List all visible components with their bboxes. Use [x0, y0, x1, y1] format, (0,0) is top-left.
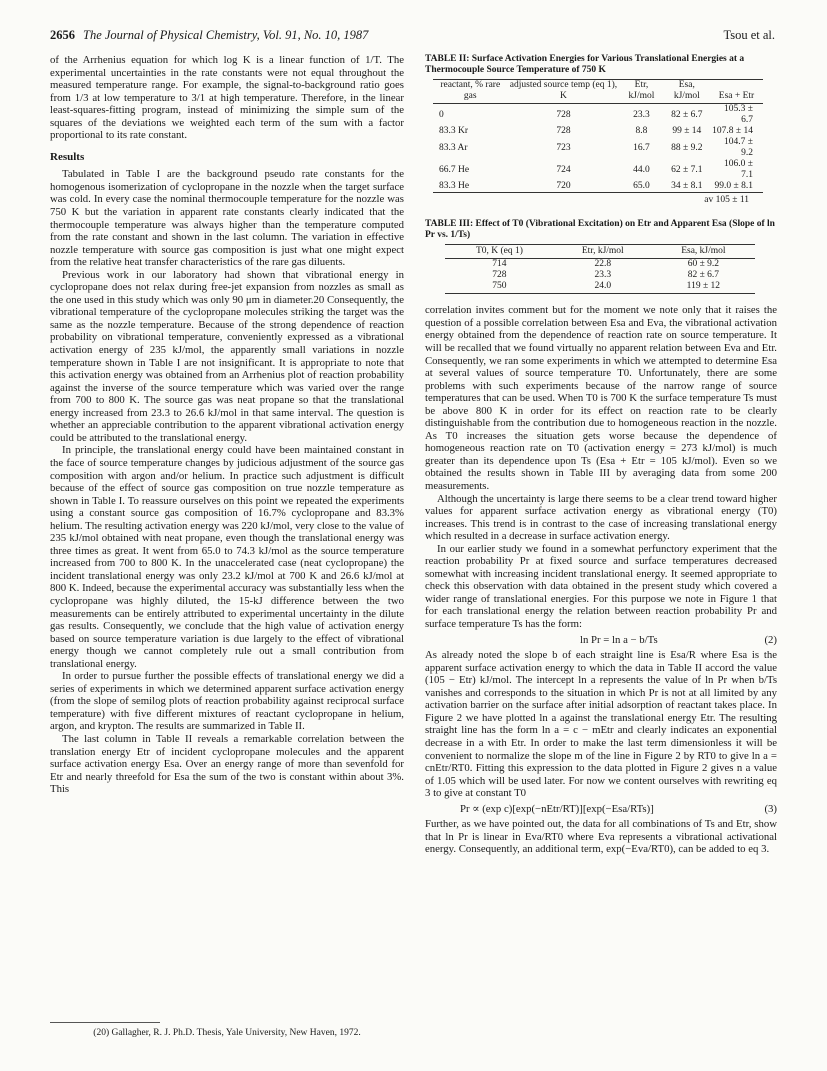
table2	[433, 79, 763, 193]
equation-2	[425, 634, 777, 647]
body-paragraph: In our earlier study we found in a somewhat perfunctory experiment that the reaction probability Pr at fixed source and surface temperatures decreased somewhat with increasing incident translational energy. It seemed appropriate to check this observation with data obtained in the present study which covered a wider range of translational energies. For this purpose we note in Figure 1 that for each translational energy the relation between reaction probability Pr and surface temperature Ts has the form:	[425, 542, 777, 631]
equation-3	[425, 803, 777, 816]
journal-citation: The Journal of Physical Chemistry, Vol. 91, No. 10, 1987	[83, 28, 369, 42]
table2-col-header: reactant, % rare gas	[433, 80, 508, 104]
table-cell: 23.3	[633, 109, 650, 120]
table-cell: 720	[508, 181, 620, 193]
table-cell: 99.0 ± 8.1	[710, 181, 763, 193]
table-cell: 34 ± 8.1	[664, 181, 710, 193]
table-cell: 83.3 He	[433, 181, 508, 193]
table-cell: 104.7 ± 9.2	[724, 137, 753, 159]
table-cell: 107.8 ± 14	[712, 126, 753, 137]
left-column	[50, 54, 404, 796]
table-cell: 24.0	[554, 281, 652, 294]
table2-caption: TABLE II: Surface Activation Energies for Various Translational Energies at a Thermocouple Source Temperature of 750 K	[425, 54, 745, 76]
table-cell: 88 ± 9.2	[671, 142, 703, 153]
table-cell: 728	[492, 270, 507, 281]
table-cell: 82 ± 6.7	[671, 109, 703, 120]
table3-caption: TABLE III: Effect of T0 (Vibrational Excitation) on Etr and Apparent Esa (Slope of ln Pr vs. 1/Ts)	[425, 218, 775, 241]
running-header	[50, 28, 775, 46]
equation-2-number: (2)	[764, 633, 777, 646]
table-cell: 99 ± 14	[672, 126, 702, 137]
table-cell: 60 ± 9.2	[687, 259, 720, 270]
results-heading: Results	[50, 150, 85, 163]
table-row	[433, 104, 763, 127]
table-cell: 106.0 ± 7.1	[724, 159, 753, 181]
footnote	[50, 1022, 404, 1039]
table-cell: 728	[556, 126, 571, 137]
table-cell: 105.3 ± 6.7	[724, 104, 753, 126]
table-cell: 724	[556, 164, 571, 175]
table3-col-header: Esa, kJ/mol	[652, 245, 755, 259]
table2-col-header: Esa + Etr	[710, 80, 763, 104]
table-cell: 0	[439, 109, 444, 120]
table-row	[445, 270, 755, 281]
table-row	[433, 181, 763, 193]
table-cell: 16.7	[633, 142, 650, 153]
table-row	[433, 137, 763, 159]
right-column	[425, 54, 777, 856]
table-cell: 750	[445, 281, 554, 294]
author-running-head: Tsou et al.	[723, 28, 775, 42]
table-cell: 22.8	[594, 259, 612, 270]
page-number: 2656	[50, 28, 75, 42]
table-row	[445, 259, 755, 271]
table-cell: 723	[556, 142, 571, 153]
table-cell: 23.3	[594, 270, 612, 281]
body-paragraph: The last column in Table II reveals a remarkable correlation between the translation energy Etr of incident cyclopropane molecules and the apparent surface activation energy Esa. Over an energy range of more than sevenfold for Etr and nearly threefold for Esa the sum of the two is constant within about 3%. This	[50, 732, 404, 796]
table-row	[445, 281, 755, 294]
equation-2-expression: ln Pr = ln a − b/Ts	[580, 633, 658, 646]
table2-col-header: Etr, kJ/mol	[619, 80, 663, 104]
table3	[445, 244, 755, 294]
table-cell: 8.8	[635, 126, 648, 137]
table3-header-row	[445, 245, 755, 259]
table-cell: 83.3 Kr	[439, 126, 469, 137]
table-cell: 65.0	[619, 181, 663, 193]
body-paragraph: As already noted the slope b of each straight line is Esa/R where Esa is the apparent surface activation energy to which the data in Table II accord the value (105 − Etr) kJ/mol. The intercept ln a represents the value of ln Pr when b/Ts vanishes and corresponds to the situation in which Pr is not at all limited by any activation barrier on the surface after initial adsorption of reactant takes place. In Figure 2 we have plotted ln a against the translational energy Etr. The resulting straight line has the form ln a = c − mEtr and clearly indicates an exponential decrease in a with Etr. In order to make the last term dimensionless it will be convenient to normalize the slope m of the line in Figure 2 by RT0 to give ln a = cnEtr/RT0. Fitting this expression to the data plotted in Figure 2 gives n a value of 1.05 which will be used later. For now we content ourselves with rewriting eq 3 to give at constant T0	[425, 649, 777, 800]
table-cell: 83.3 Ar	[439, 142, 468, 153]
equation-3-expression: Pr ∝ (exp c)[exp(−nEtr/RT)][exp(−Esa/RTs)]	[460, 802, 654, 815]
table-cell: 119 ± 12	[652, 281, 755, 294]
body-paragraph: Although the uncertainty is large there seems to be a clear trend toward higher values for apparent surface activation energy as vibrational energy (T0) increases. This trend is in contrast to the case of increasing translational energy which resulted in a decrease in surface activation energy.	[425, 492, 777, 543]
intro-paragraph: of the Arrhenius equation for which log K is a linear function of 1/T. The experimental uncertainties in the rate constants were not equal throughout the measured temperature range. For example, the signal-to-background ratio goes from 1/3 at low temperature to 3/1 at high temperature. Therefore, in the linear least-squares-fitting program, instead of minimizing the simple sum of the squares of the deviations we weighted each term of the sum with a factor proportional to its rate constant.	[50, 54, 404, 142]
table-cell: 82 ± 6.7	[687, 270, 720, 281]
body-paragraph: Further, as we have pointed out, the data for all combinations of Ts and Etr, show that ln Pr is linear in Eva/RT0 where Eva represents a vibrational activational energy. Consequently, an additional term, exp(−Eva/RT0), can be added to eq 3.	[425, 818, 777, 856]
table-row	[433, 126, 763, 137]
table2-col-header: adjusted source temp (eq 1), K	[508, 80, 620, 104]
table2-average: av 105 ± 11	[704, 195, 749, 206]
table-cell: 44.0	[633, 164, 650, 175]
table2-header-row	[433, 80, 763, 104]
body-paragraph: correlation invites comment but for the moment we note only that it raises the question of a possible correlation between Esa and Eva, the vibrational activation energy obtained from the dependence of reaction rate on source temperature. It will be recalled that we found virtually no apparent relation between Eva and Etr. Consequently, we ran some experiments in which we attempted to determine Esa at several values of source temperature T0. Unfortunately, there are some problems with such experiments because of the narrow range of source temperatures that can be used. When T0 is 700 K the surface temperature Ts must be above 800 K in order for its effect on reaction rate to be clearly distinguishable from the contribution due to homogeneous reaction in the nozzle. As T0 increases the situation gets worse because the dependence of homogeneous reaction rate on T0 (activation energy = 273 kJ/mol) is much greater than its dependence upon Ts (Esa + Etr = 105 kJ/mol). Even so we obtained the results shown in Table III by averaging data from some 200 measurements.	[425, 304, 777, 493]
body-paragraph: In principle, the translational energy could have been maintained constant in the face of source temperature changes by judicious adjustment of the source gas composition with argon and/or helium. In practice such adjustment is difficult because of the effect of source gas composition on true nozzle temperature as shown in Table I. To reassure ourselves on this point we repeated the experiments using a constant source gas composition of 16.7% cyclopropane and 83.3% helium. The resulting activation energy was 220 kJ/mol, very close to the value of 235 kJ/mol obtained with neat propane, even though the translational energy was three times as great. It went from 65.0 to 74.3 kJ/mol as the source temperature increased from 700 to 800 K. In the unaccelerated case (neat cyclopropane) the incident translational energy was only 23.2 kJ/mol at 700 K and 26.6 kJ/mol at 800 K. Indeed, because the experimental accuracy was substantially less when the cyclopropane was highly diluted, the 15-kJ difference between the two measurements can be entirely attributed to experimental uncertainty in the dilute gas results. Consequently, we conclude that the high value of activation energy based on source temperature variation is due largely to the effect of vibrational energy though we cannot completely rule out a small contribution from translational energy.	[50, 444, 404, 670]
table3-col-header: Etr, kJ/mol	[554, 245, 652, 259]
footnote-text: (20) Gallagher, R. J. Ph.D. Thesis, Yale University, New Haven, 1972.	[93, 1028, 361, 1038]
body-paragraph: Tabulated in Table I are the background pseudo rate constants for the homogenous isomerization of cyclopropane in the nozzle when the target surface was cold. In every case the nominal thermocouple temperature for the nozzle was 750 K but the variation in apparent rate constants clearly indicated that the thermocouple temperature was always higher than the temperature computed from the rate constant and shown in the last column. The variation in effective nozzle temperature with source gas composition is just what one might expect from the relative heat transfer characteristics of the rare gas diluents.	[50, 168, 404, 269]
table-cell: 62 ± 7.1	[671, 164, 703, 175]
body-paragraph: In order to pursue further the possible effects of translational energy we did a series of experiments in which we determined apparent surface activation energy (from the slope of semilog plots of reaction probability against reciprocal surface temperature) with five different mixtures of reactant cyclopropane in helium, argon, and krypton. The results are summarized in Table II.	[50, 670, 404, 733]
equation-3-number: (3)	[764, 802, 777, 815]
table-row	[433, 159, 763, 181]
body-paragraph: Previous work in our laboratory had shown that vibrational energy in cyclopropane does not relax during free-jet expansion from nozzles as small as the one used in this study which was only 90 μm in diameter.20 Consequently, the vibrational temperature of the cyclopropane molecules striking the target was the same as the nozzle temperature. Because of the strong dependence of reaction probability on vibrational temperature, conveniently expressed as a vibrational activation energy of 235 kJ/mol, the apparently small variations in nozzle temperature shown in Table I are not insignificant. It is appropriate to note that this activation energy was obtained from an Arrhenius plot of reaction probability against the inverse of the source temperature which was varied over the range from 700 to 800 K. The source gas was neat propane so that the translational energy increased from 23.3 to 26.6 kJ/mol in that same interval. The question is whether an appreciable contribution to the apparent vibrational activation energy could be attributed to the translational energy.	[50, 268, 404, 444]
footnote-rule	[50, 1022, 160, 1023]
table3-col-header: T0, K (eq 1)	[445, 245, 554, 259]
table-cell: 66.7 He	[439, 164, 470, 175]
table-cell: 728	[556, 109, 571, 120]
table2-col-header: Esa, kJ/mol	[664, 80, 710, 104]
table-cell: 714	[492, 259, 507, 270]
